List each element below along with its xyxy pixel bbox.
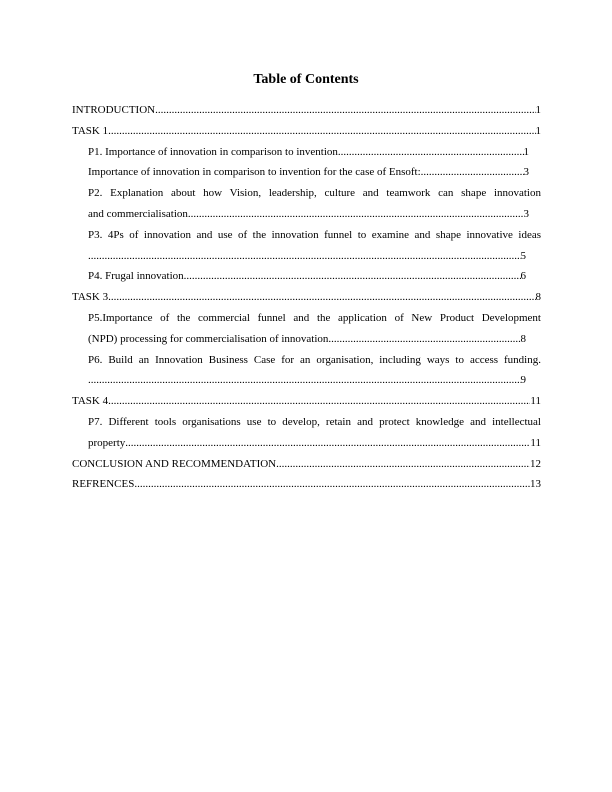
- toc-entry-title: REFRENCES: [72, 478, 135, 491]
- toc-entry-p7[interactable]: [72, 412, 541, 454]
- dot-leader: [134, 474, 530, 495]
- toc-entry-title-line1: P7. Different tools organisations use to develop, retain and protect knowledge and intellectual: [88, 415, 541, 428]
- toc-entry-title: CONCLUSION AND RECOMMENDATION: [72, 457, 277, 470]
- toc-entry-p5[interactable]: [72, 308, 541, 350]
- toc-entry-page: 1: [535, 104, 541, 116]
- dot-leader: [125, 433, 530, 454]
- toc-entry-introduction[interactable]: [72, 100, 541, 121]
- toc-title: Table of Contents: [253, 72, 359, 87]
- toc-entry-title: TASK 3: [72, 291, 109, 304]
- toc-entry-page: 13: [530, 478, 541, 491]
- toc-entry-page: 8: [535, 291, 541, 304]
- toc-entry-p2[interactable]: [72, 183, 541, 225]
- toc-entry-conclusion[interactable]: [72, 454, 541, 475]
- toc-entry-ensoft[interactable]: [72, 162, 541, 183]
- dot-leader: [421, 162, 524, 183]
- toc-entry-page: 12: [530, 457, 541, 470]
- dot-leader: [341, 142, 524, 163]
- dot-leader: [108, 121, 535, 142]
- toc-entry-title: P4. Frugal innovation.: [88, 270, 187, 283]
- toc-entry-task-1[interactable]: [72, 121, 541, 142]
- toc-entry-p6[interactable]: [72, 350, 541, 392]
- toc-list: [72, 100, 541, 495]
- dot-leader: [108, 391, 530, 412]
- toc-entry-task-4[interactable]: [72, 391, 541, 412]
- toc-entry-page: 9: [520, 374, 526, 387]
- dot-leader: [276, 454, 530, 475]
- dot-leader: [331, 329, 520, 350]
- toc-entry-title-line2: and commercialisation.: [88, 207, 191, 220]
- toc-entry-title-line2: property: [88, 436, 126, 449]
- toc-entry-title: P1. Importance of innovation in comparison to invention.: [88, 145, 341, 158]
- toc-entry-title-line1: P3. 4Ps of innovation and use of the innovation funnel to examine and shape innovative ideas: [88, 228, 541, 241]
- toc-entry-page: 3: [523, 166, 529, 179]
- dot-leader: [191, 204, 524, 225]
- toc-entry-title: TASK 4: [72, 395, 109, 408]
- toc-entry-page: 11: [530, 395, 541, 408]
- toc-entry-title: TASK 1: [72, 124, 109, 137]
- toc-entry-p3[interactable]: [72, 225, 541, 267]
- dot-leader: [155, 100, 535, 121]
- toc-entry-page: 1: [523, 145, 529, 158]
- toc-entry-title-line1: P6. Build an Innovation Business Case for an organisation, including ways to access funding.: [88, 353, 541, 366]
- dot-leader: [186, 266, 520, 287]
- toc-entry-title: INTRODUCTION: [72, 104, 156, 116]
- toc-entry-title: Importance of innovation in comparison to invention for the case of Ensoft:: [88, 166, 421, 179]
- toc-entry-p1[interactable]: [72, 142, 541, 163]
- toc-entry-page: 8: [520, 332, 526, 345]
- dot-leader: [88, 370, 521, 391]
- toc-entry-page: 1: [535, 124, 541, 137]
- toc-entry-title-line2: (NPD) processing for commercialisation of innovation.: [88, 332, 332, 345]
- toc-entry-page: 5: [520, 249, 526, 262]
- toc-entry-page: 3: [523, 207, 529, 220]
- toc-entry-p4[interactable]: [72, 266, 541, 287]
- toc-entry-page: 11: [530, 436, 541, 449]
- toc-entry-page: 6: [520, 270, 526, 283]
- toc-entry-references[interactable]: [72, 474, 541, 495]
- toc-entry-title-line1: P5.Importance of the commercial funnel and the application of New Product Development: [88, 311, 541, 324]
- toc-entry-title-line1: P2. Explanation about how Vision, leadership, culture and teamwork can shape innovation: [88, 187, 541, 200]
- dot-leader: [108, 287, 535, 308]
- dot-leader: [88, 246, 521, 267]
- toc-entry-task-3[interactable]: [72, 287, 541, 308]
